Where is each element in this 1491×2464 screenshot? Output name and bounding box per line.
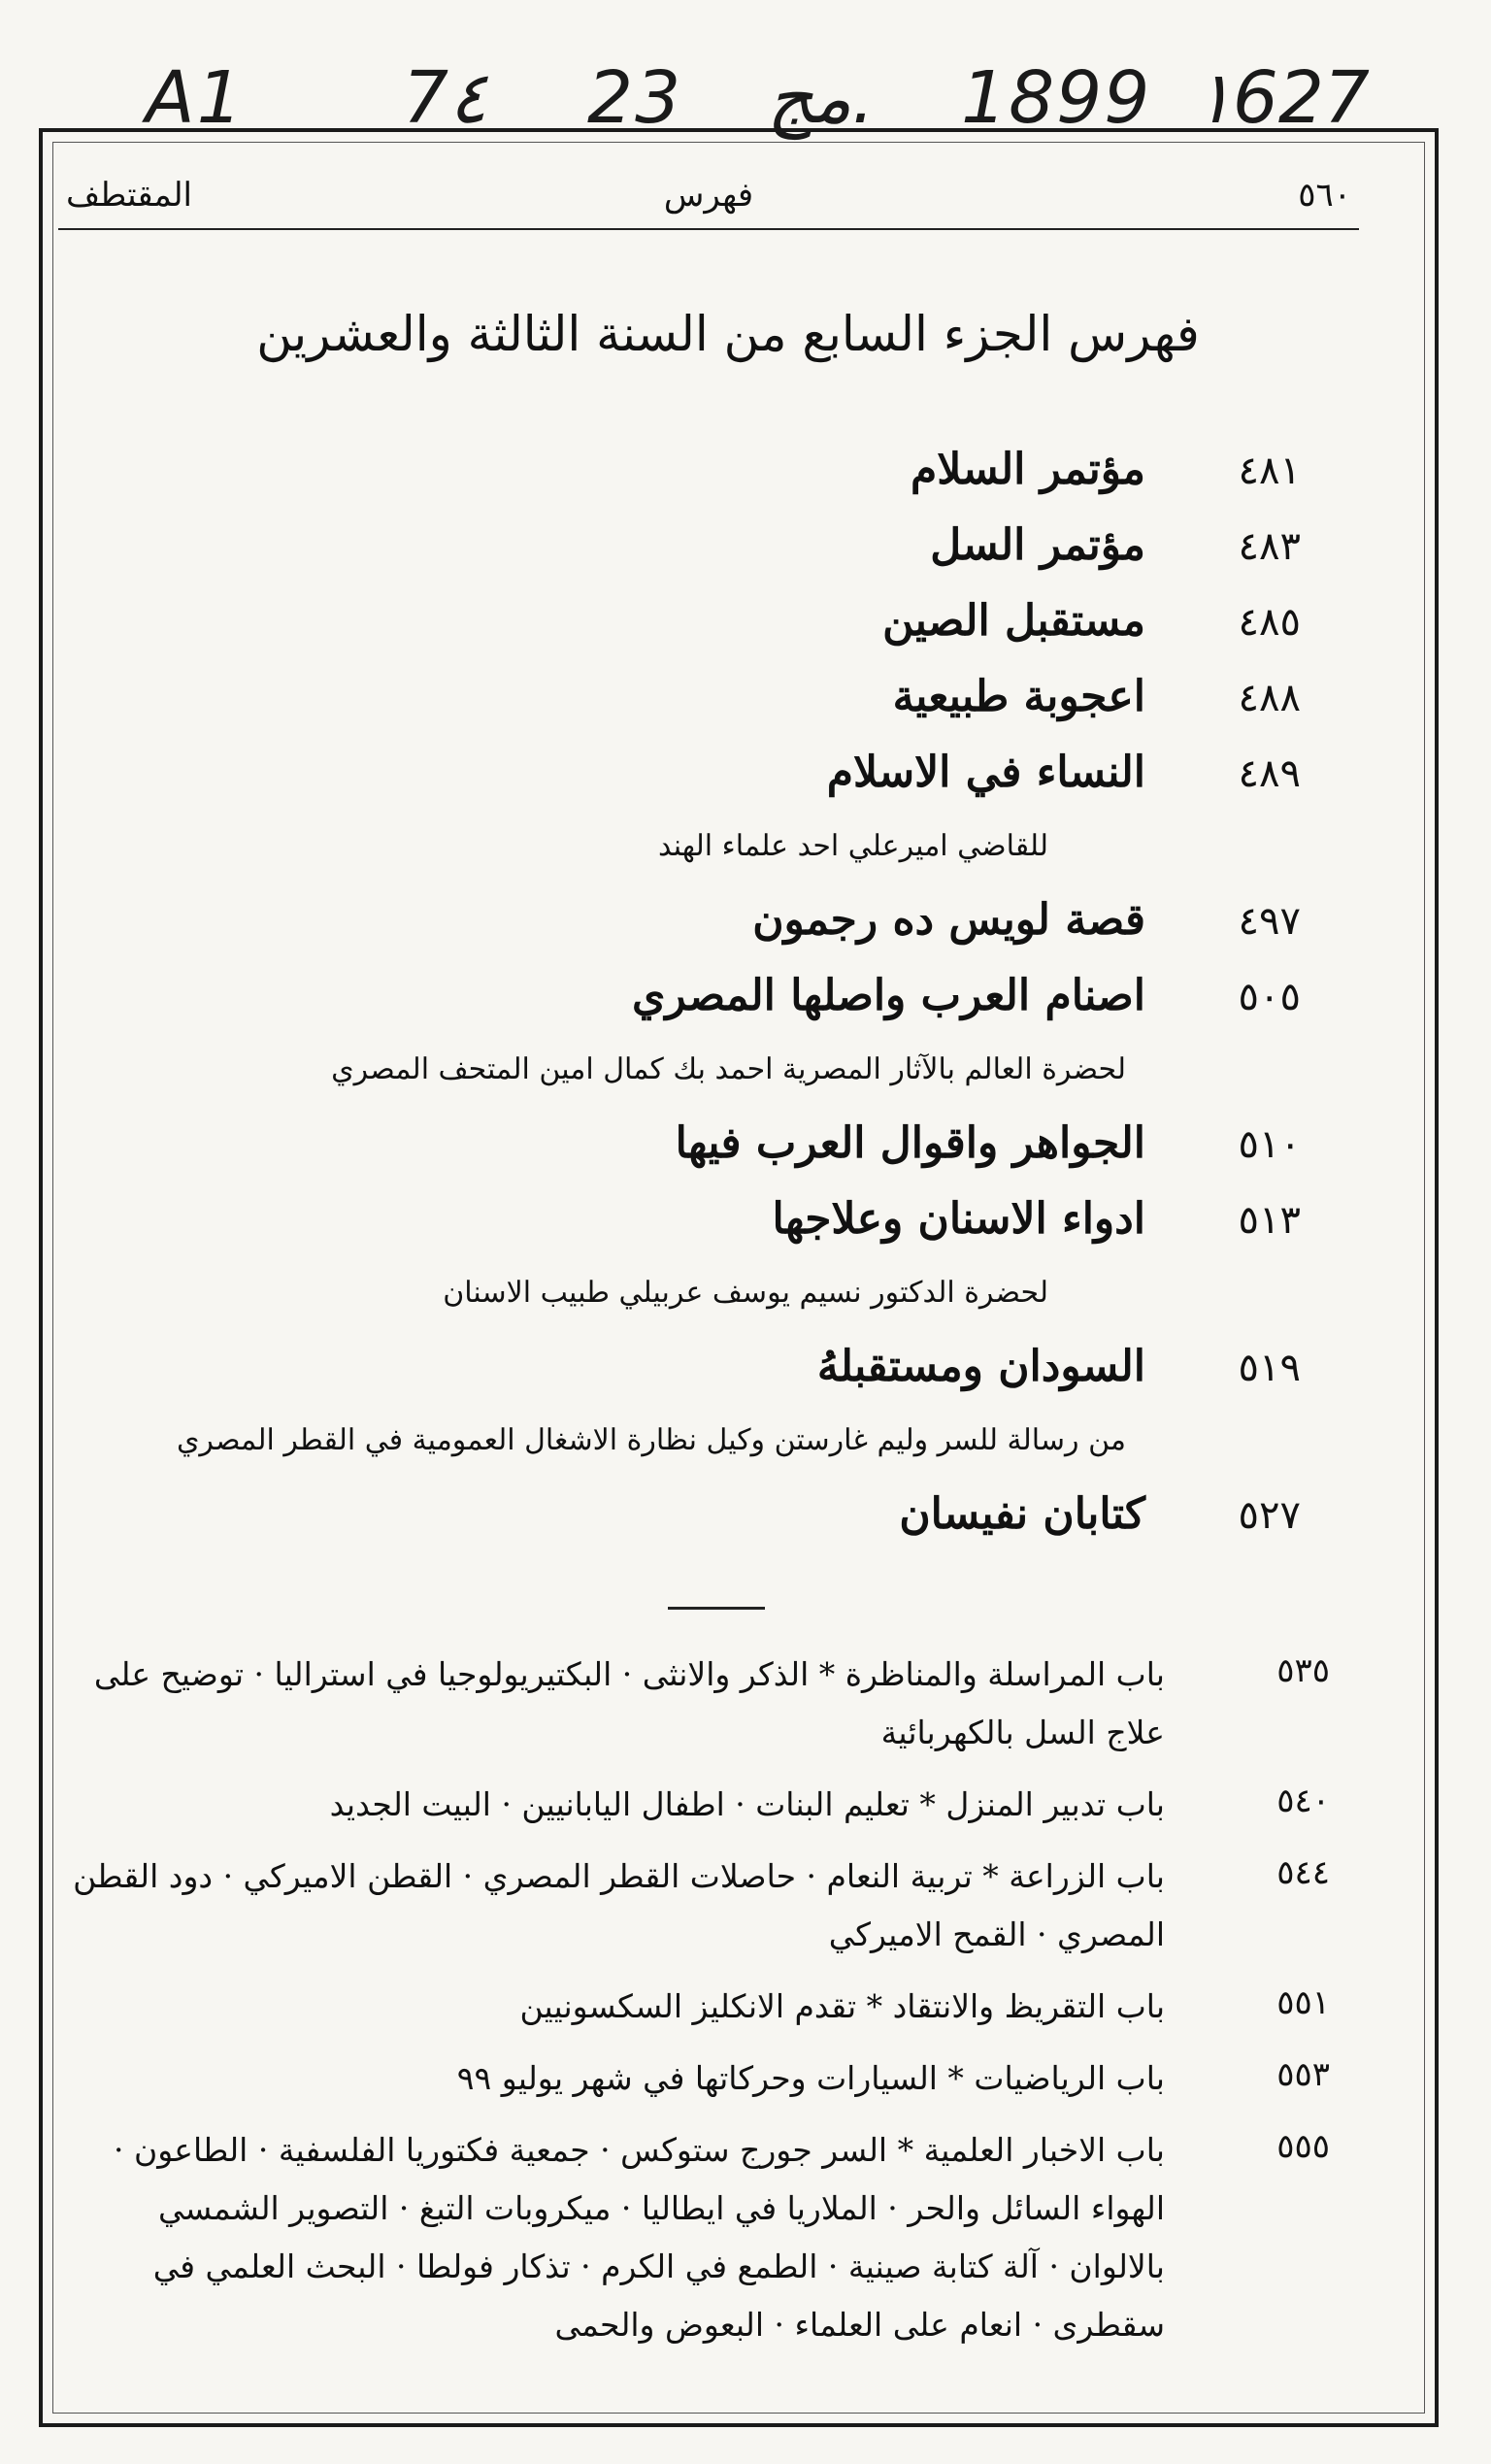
toc-entry-row	[78, 513, 1340, 588]
toc-entry-row	[78, 1186, 1340, 1262]
section-text: باب الرياضيات * السيارات وحركاتها في شهر يوليو ٩٩	[456, 2059, 1165, 2097]
toc-author: للقاضي اميرعلي احد علماء الهند	[657, 829, 1048, 863]
toc-entry	[78, 1482, 1340, 1557]
toc-entry-row	[78, 963, 1340, 1039]
toc-page-number: ٥٠٥	[1238, 975, 1301, 1019]
section-text: باب الزراعة * تربية النعام · حاصلات القطر المصري · القطن الاميركي · دود القطن المصري · القمح الاميركي	[73, 1857, 1165, 1953]
sections-list	[58, 1646, 1359, 2368]
toc-entry-row	[78, 664, 1340, 740]
section-page-number: ٥٤٤	[1276, 1853, 1330, 1892]
toc-page-number: ٤٨٨	[1238, 676, 1301, 720]
toc-article-title: مؤتمر السل	[930, 520, 1145, 570]
toc-article-title: الجواهر واقوال العرب فيها	[675, 1118, 1145, 1168]
toc-article-title: ادواء الاسنان وعلاجها	[772, 1194, 1145, 1244]
toc-entry	[78, 1111, 1340, 1186]
toc-entry	[78, 588, 1340, 664]
handwritten-year-gregorian: 1899	[961, 56, 1152, 140]
handwritten-number: 7٤	[403, 56, 487, 140]
toc-page-number: ٤٩٧	[1238, 899, 1301, 944]
toc-article-title: كتابان نفيسان	[899, 1489, 1145, 1539]
page-number: ٥٦٠	[1298, 176, 1351, 215]
section-page-number: ٥٤٠	[1276, 1781, 1330, 1820]
section-entry	[58, 2121, 1359, 2354]
toc-page-number: ٤٨٩	[1238, 751, 1301, 796]
section-page-number: ٥٣٥	[1276, 1651, 1330, 1690]
section-divider	[668, 1607, 765, 1610]
toc-entry-row	[78, 437, 1340, 513]
toc-article-title: مؤتمر السلام	[911, 445, 1145, 494]
toc-page-number: ٤٨١	[1238, 449, 1301, 493]
running-head	[58, 160, 1359, 230]
toc-entry	[78, 437, 1340, 513]
journal-name: المقتطف	[66, 176, 193, 215]
toc-article-title: النساء في الاسلام	[826, 748, 1145, 797]
page-title: فهرس الجزء السابع من السنة الثالثة والعشرين	[256, 306, 1200, 362]
handwritten-label: مج.	[767, 56, 875, 140]
toc-entry	[78, 740, 1340, 887]
toc-entry	[78, 1334, 1340, 1482]
toc-author: لحضرة الدكتور نسيم يوسف عربيلي طبيب الاسنان	[443, 1276, 1048, 1310]
toc-entry	[78, 963, 1340, 1111]
section-page-number: ٥٥٣	[1276, 2055, 1330, 2094]
section-text: باب الاخبار العلمية * السر جورج ستوكس · جمعية فكتوريا الفلسفية · الطاعون · الهواء السائل والحر · الملاريا في ايطاليا · ميكروبات التبغ · التصوير الشمسي بالالوان · آلة كتابة صينية · الطمع في الكرم · تذكار فولطا · البحث العلمي في سقطرى · انعام على العلماء · البعوض والحمى	[114, 2131, 1165, 2344]
toc-author: من رسالة للسر وليم غارستن وكيل نظارة الاشغال العمومية في القطر المصري	[176, 1423, 1126, 1457]
toc-entry-row	[78, 588, 1340, 664]
section-text: باب التقريظ والانتقاد * تقدم الانكليز السكسونيين	[519, 1987, 1165, 2025]
toc-entry	[78, 664, 1340, 740]
table-of-contents	[78, 437, 1340, 1557]
section-entry	[58, 1978, 1359, 2036]
toc-page-number: ٥١٣	[1238, 1198, 1301, 1243]
handwritten-prefix: A1	[146, 56, 245, 140]
toc-entry-row	[78, 1111, 1340, 1186]
section-text: باب المراسلة والمناظرة * الذكر والانثى · البكتيريولوجيا في استراليا · توضيح على علاج السل بالكهربائية	[93, 1655, 1165, 1751]
toc-entry-row	[78, 1334, 1340, 1410]
section-entry	[58, 1646, 1359, 1762]
toc-page-number: ٤٨٣	[1238, 524, 1301, 569]
toc-article-title: السودان ومستقبلهُ	[816, 1342, 1145, 1391]
toc-author: لحضرة العالم بالآثار المصرية احمد بك كمال امين المتحف المصري	[331, 1052, 1126, 1086]
running-head-title: فهرس	[663, 176, 754, 215]
toc-entry	[78, 1186, 1340, 1334]
toc-page-number: ٥١٩	[1238, 1346, 1301, 1390]
toc-entry-row	[78, 740, 1340, 816]
handwritten-issue: 23	[587, 56, 683, 140]
section-entry	[58, 1776, 1359, 1834]
toc-entry	[78, 513, 1340, 588]
toc-article-title: اصنام العرب واصلها المصري	[631, 971, 1145, 1020]
section-page-number: ٥٥٥	[1276, 2127, 1330, 2166]
toc-article-title: قصة لويس ده رجمون	[752, 895, 1145, 945]
section-entry	[58, 2049, 1359, 2108]
toc-page-number: ٥١٠	[1238, 1122, 1301, 1167]
handwritten-year-hijri: ١627	[1194, 56, 1370, 140]
toc-article-title: مستقبل الصين	[882, 596, 1145, 646]
toc-entry	[78, 887, 1340, 963]
toc-page-number: ٤٨٥	[1238, 600, 1301, 645]
section-text: باب تدبير المنزل * تعليم البنات · اطفال اليابانيين · البيت الجديد	[329, 1785, 1165, 1823]
toc-article-title: اعجوبة طبيعية	[892, 672, 1145, 721]
section-entry	[58, 1848, 1359, 1964]
section-page-number: ٥٥١	[1276, 1983, 1330, 2022]
toc-entry-row	[78, 1482, 1340, 1557]
toc-page-number: ٥٢٧	[1238, 1493, 1301, 1538]
toc-entry-row	[78, 887, 1340, 963]
